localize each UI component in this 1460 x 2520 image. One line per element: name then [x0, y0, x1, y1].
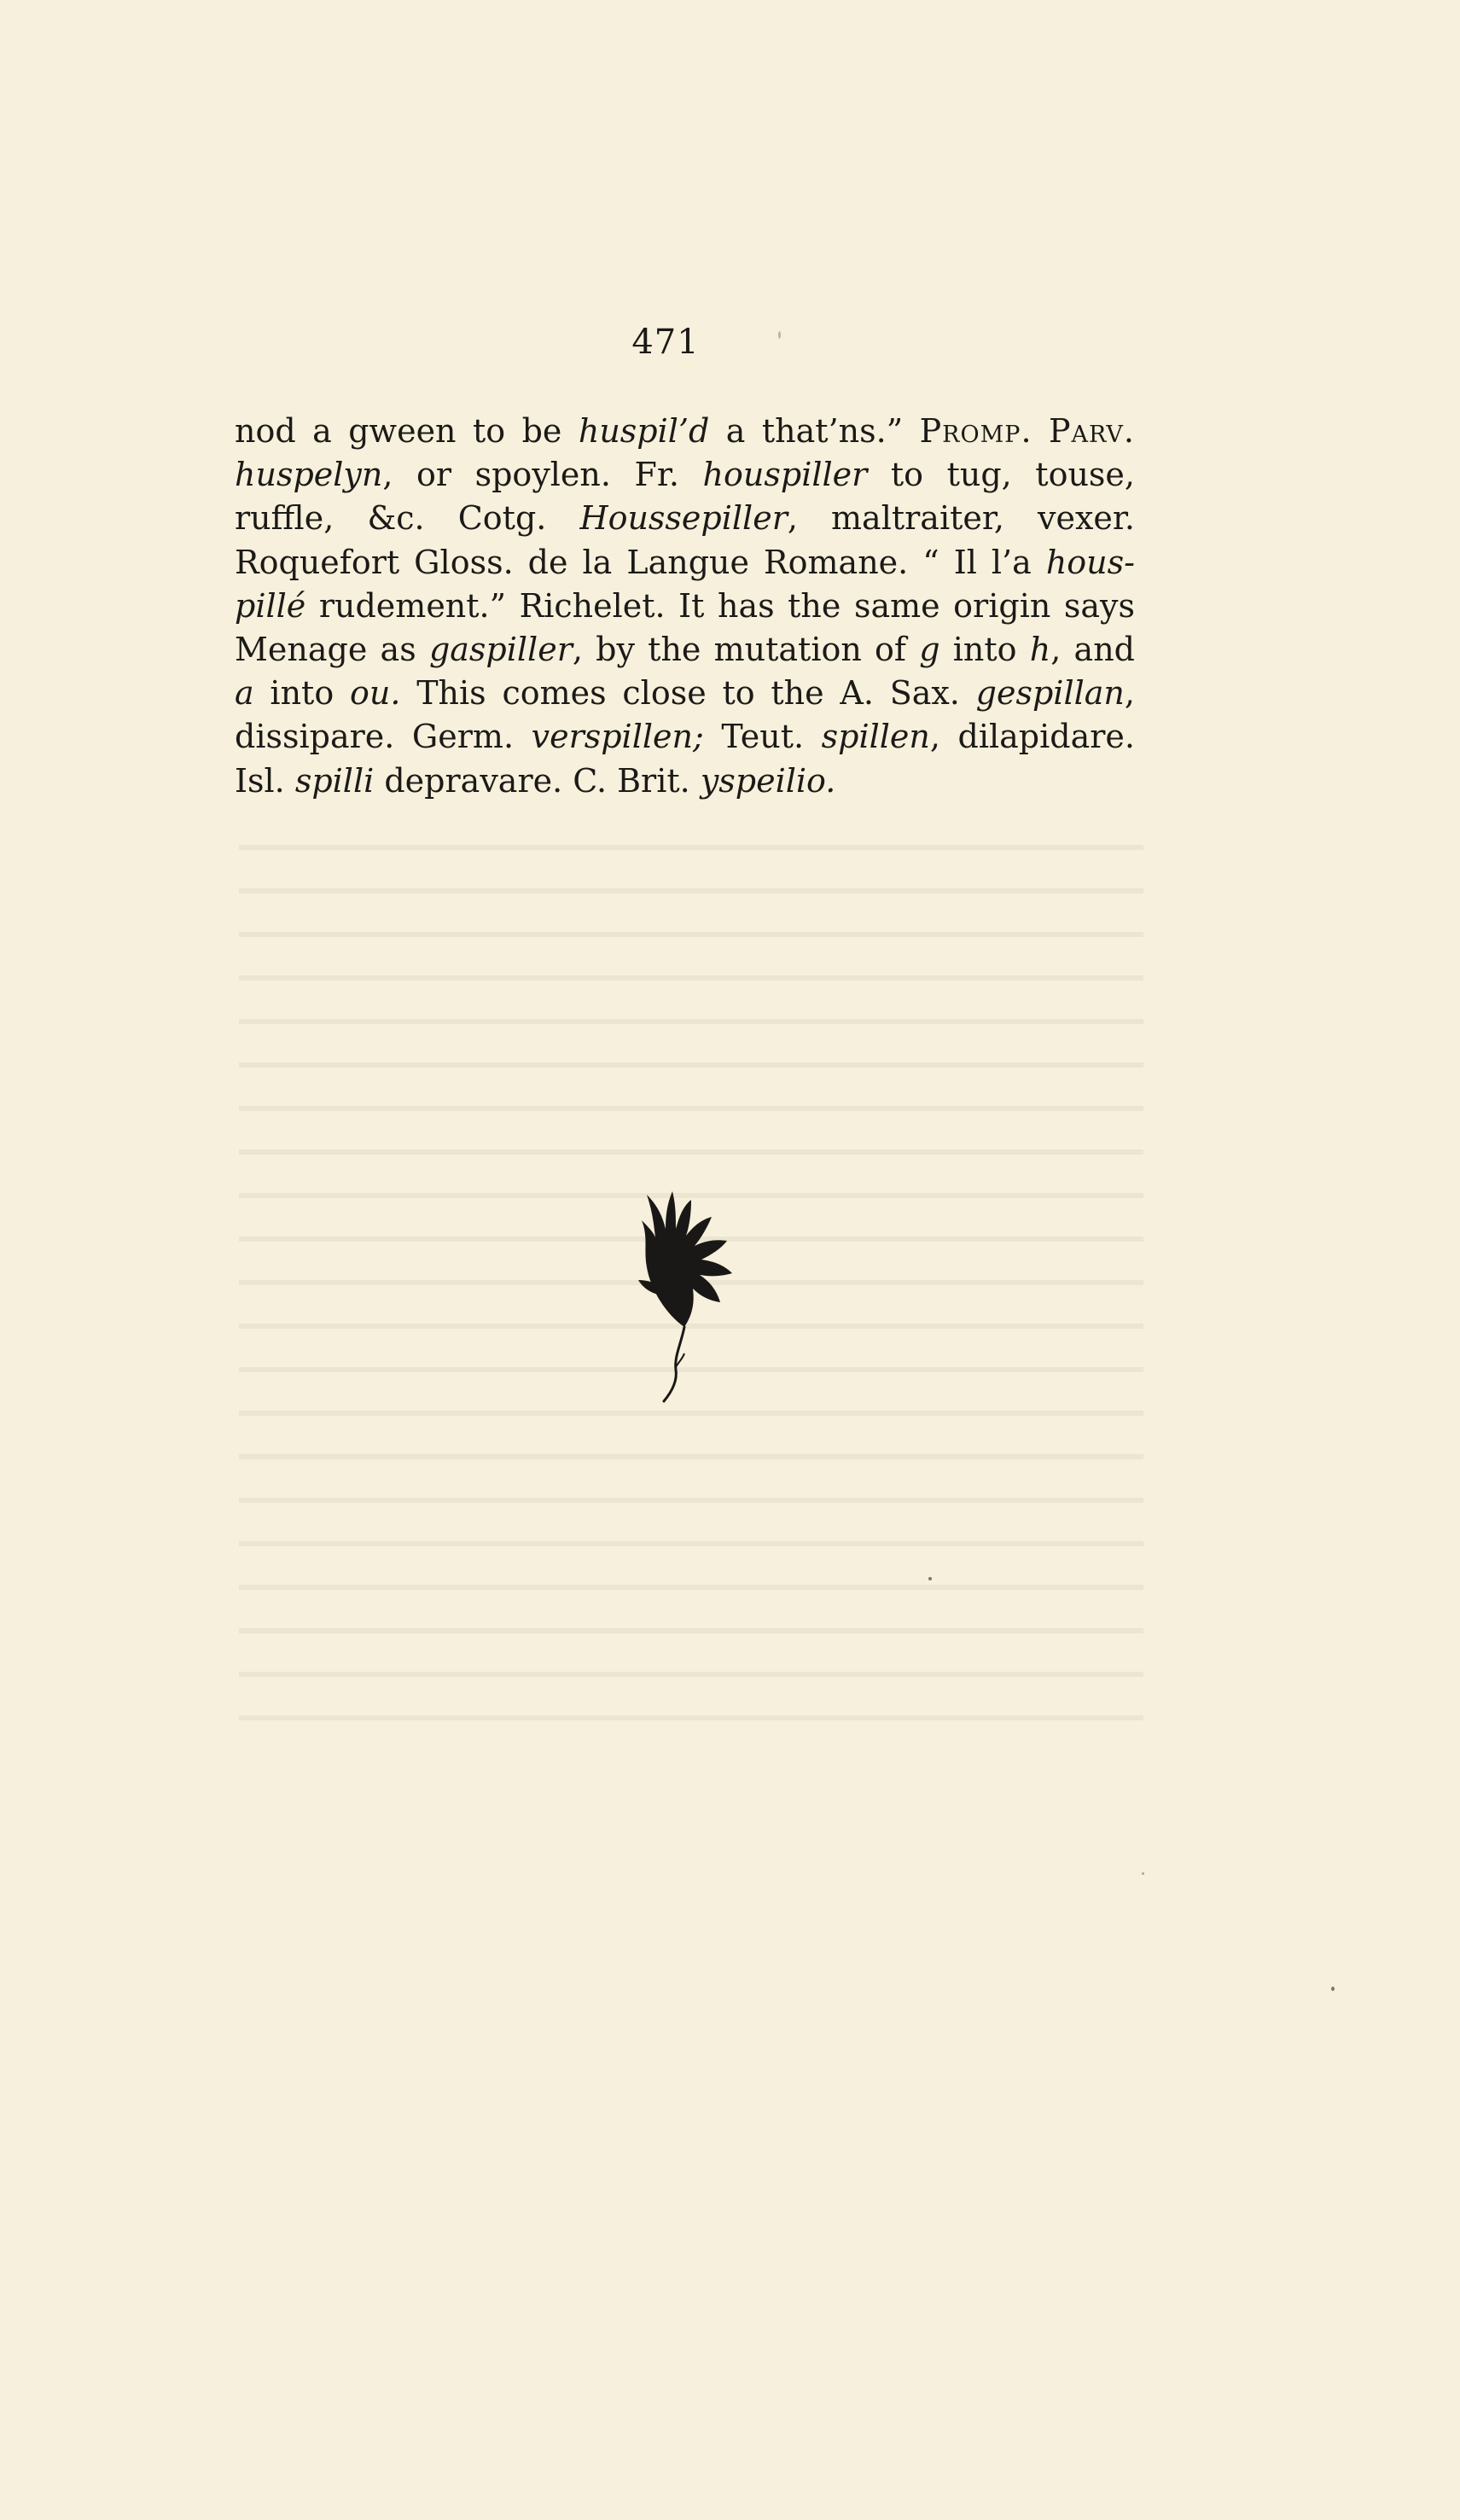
body-text: , dissipare. Germ. [235, 674, 1135, 756]
italic-term: h [1029, 631, 1051, 669]
body-text: This comes close to the A. Sax. [400, 674, 976, 713]
small-caps-abbrev: Promp. [919, 412, 1032, 450]
italic-term: houspiller [702, 456, 868, 494]
body-text: , and [1050, 631, 1136, 669]
body-text: , maltraiter, vexer. Roquefort Gloss. de la Langue Romane. “ Il l’a [235, 499, 1135, 581]
body-text: into [253, 674, 350, 713]
italic-term: huspelyn [235, 456, 383, 494]
glossary-entry-text [235, 410, 1135, 803]
body-text: , dilapidare. Isl. [235, 718, 1135, 800]
paper-speck [778, 331, 781, 339]
italic-term: spillen [821, 718, 930, 756]
italic-term: g [919, 631, 940, 669]
body-text: , by the mutation of [572, 631, 920, 669]
body-text: a that’ns.” [709, 412, 920, 450]
body-text [1032, 412, 1049, 450]
italic-term: verspillen; [531, 718, 704, 756]
italic-term: Houssepiller [579, 499, 788, 538]
italic-term: ou. [349, 674, 401, 713]
leaf-ornament-icon [631, 1186, 751, 1408]
body-text: nod a gween to be [235, 412, 579, 450]
body-text: , or spoylen. Fr. [382, 456, 703, 494]
italic-term: a [235, 674, 254, 713]
italic-term: spilli [294, 761, 375, 800]
italic-term: gaspiller [428, 631, 573, 669]
paper-speck [928, 1577, 932, 1580]
italic-term: huspil’d [578, 412, 710, 450]
paper-speck [1142, 1872, 1144, 1875]
body-text: rudement.” Richelet. It has the same origin says Menage as [235, 586, 1135, 669]
italic-term: yspeilio. [700, 761, 836, 800]
paper-speck [1331, 1987, 1335, 1991]
body-text: depravare. C. Brit. [374, 761, 701, 800]
body-text: into [939, 631, 1030, 669]
body-text: to tug, touse, ruffle, &c. Cotg. [235, 456, 1135, 538]
small-caps-abbrev: Parv. [1048, 412, 1135, 450]
italic-term: gespillan [975, 674, 1125, 713]
body-text: Teut. [703, 718, 822, 756]
italic-term: hous-pillé [235, 543, 1135, 625]
page-number: 471 [631, 323, 700, 362]
